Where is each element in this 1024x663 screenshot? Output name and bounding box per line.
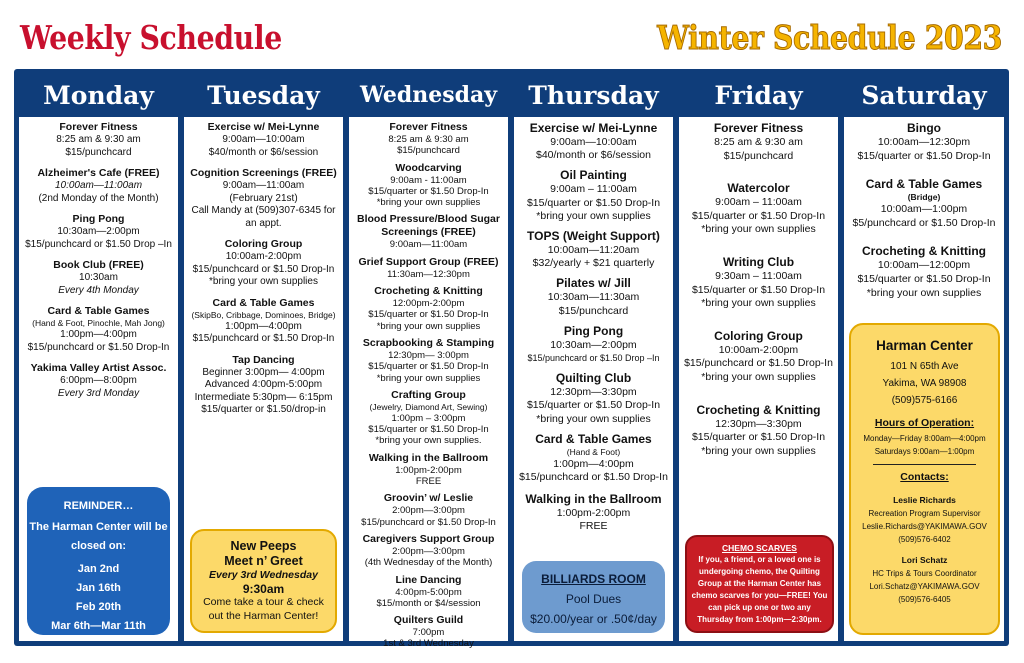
event: Crocheting & Knitting 10:00am—12:00pm $15/quarter or $1.50 Drop-In *bring your own supplies <box>857 244 991 299</box>
event: Forever Fitness 8:25 am & 9:30 am $15/punchcard <box>388 121 469 157</box>
events-monday <box>19 117 178 400</box>
event: Groovin’ w/ Leslie 2:00pm—3:00pm $15/punchcard or $1.50 Drop-In <box>361 492 496 528</box>
day-header-tuesday: Tuesday <box>184 74 343 117</box>
event: Crafting Group (Jewelry, Diamond Art, Sewing) 1:00pm – 3:00pm $15/quarter or $1.50 Drop-In *bring your own supplies. <box>368 388 489 447</box>
column-thursday <box>514 74 673 641</box>
event: Oil Painting 9:00am – 11:00am $15/quarter or $1.50 Drop-In *bring your own supplies <box>526 168 661 222</box>
event: Card & Table Games (Hand & Foot) 1:00pm—4:00pm $15/punchcard or $1.50 Drop-In <box>519 431 668 484</box>
event: Watercolor 9:00am – 11:00am $15/quarter or $1.50 Drop-In *bring your own supplies <box>691 181 826 236</box>
events-tuesday <box>184 117 343 417</box>
reminder-box: REMINDER… The Harman Center will be closed on: Jan 2nd Jan 16th Feb 20th Mar 6th—Mar 11th <box>27 487 170 635</box>
column-monday <box>19 74 178 641</box>
events-friday <box>679 117 838 458</box>
contact-email-link[interactable]: Lori.Schatz@YAKIMAWA.GOV <box>869 582 980 591</box>
events-saturday <box>844 117 1004 300</box>
billiards-box: BILLIARDS ROOM Pool Dues $20.00/year or .50¢/day <box>522 561 665 633</box>
event: Bingo 10:00am—12:30pm $15/quarter or $1.50 Drop-In <box>857 121 991 162</box>
event: Writing Club 9:30am – 11:00am $15/quarter or $1.50 Drop-In *bring your own supplies <box>691 254 826 310</box>
new-peeps-box: New Peeps Meet n’ Greet Every 3rd Wednesday 9:30am Come take a tour & check out the Harman Center! <box>190 529 337 633</box>
event: Scrapbooking & Stamping 12:30pm— 3:00pm $15/quarter or $1.50 Drop-In *bring your own supplies <box>362 336 495 384</box>
event: Exercise w/ Mei-Lynne 9:00am—10:00am $40/month or $6/session <box>529 121 658 162</box>
event: Blood Pressure/Blood Sugar Screenings (FREE) 9:00am—11:00am <box>357 213 500 251</box>
event: Card & Table Games (SkipBo, Cribbage, Dominoes, Bridge) 1:00pm—4:00pm $15/punchcard or $1.50 Drop-In <box>191 296 336 344</box>
event: Yakima Valley Artist Assoc. 6:00pm—8:00pm Every 3rd Monday <box>30 362 167 399</box>
event: Book Club (FREE) 10:30am Every 4th Monday <box>53 259 144 296</box>
day-header-thursday: Thursday <box>514 74 673 117</box>
event: Forever Fitness 8:25 am & 9:30 am $15/punchcard <box>56 121 141 158</box>
event: Cognition Screenings (FREE) 9:00am—11:00am (February 21st) Call Mandy at (509)307-6345 for an appt. <box>190 167 337 229</box>
divider <box>873 464 976 465</box>
column-wednesday <box>349 74 508 650</box>
events-wednesday <box>349 117 508 650</box>
day-header-friday: Friday <box>679 74 838 117</box>
event: Line Dancing 4:00pm-5:00pm $15/month or $4/session <box>376 573 481 609</box>
schedule-frame <box>14 69 1009 650</box>
event: Walking in the Ballroom 1:00pm-2:00pm FREE <box>368 451 489 488</box>
event: Quilting Club 12:30pm—3:30pm $15/quarter or $1.50 Drop-In *bring your own supplies <box>526 371 661 425</box>
day-header-monday: Monday <box>19 74 178 117</box>
day-header-wednesday: Wednesday <box>349 74 508 117</box>
event: Forever Fitness 8:25 am & 9:30 am $15/punchcard <box>713 121 804 162</box>
event: Coloring Group 10:00am-2:00pm $15/punchcard or $1.50 Drop-In *bring your own supplies <box>684 328 833 383</box>
event: Card & Table Games (Bridge) 10:00am—1:00pm $5/punchcard or $1.50 Drop-In <box>852 177 996 229</box>
day-header-saturday: Saturday <box>844 74 1004 117</box>
event: Card & Table Games (Hand & Foot, Pinochle, Mah Jong) 1:00pm—4:00pm $15/punchcard or $1.50 Drop-In <box>27 305 170 353</box>
page-title-winter: Winter Schedule 2023 <box>657 18 1002 57</box>
event: TOPS (Weight Support) 10:00am—11:20am $32/yearly + $21 quarterly <box>527 229 660 270</box>
column-friday <box>679 74 838 641</box>
event: Coloring Group 10:00am-2:00pm $15/punchcard or $1.50 Drop-In *bring your own supplies <box>192 238 335 287</box>
event: Crocheting & Knitting 12:30pm—3:30pm $15/quarter or $1.50 Drop-In *bring your own supplies <box>691 402 826 457</box>
event: Alzheimer's Cafe (FREE) 10:00am—11:00am (2nd Monday of the Month) <box>37 167 160 204</box>
contact-email-link[interactable]: Leslie.Richards@YAKIMAWA.GOV <box>862 522 987 531</box>
event: Caregivers Support Group 2:00pm—3:00pm (4th Wednesday of the Month) <box>362 532 495 569</box>
event: Crocheting & Knitting 12:00pm-2:00pm $15/quarter or $1.50 Drop-In *bring your own supplies <box>368 285 489 332</box>
event: Quilters Guild 7:00pm 1st & 3rd Wednesday <box>383 614 474 650</box>
chemo-scarves-box: CHEMO SCARVES If you, a friend, or a loved one is undergoing chemo, the Quilting Group at the Harman Center has chemo scarves for you—FREE! You can pick up one or two any Thursday from 1:00pm—2:30pm. <box>685 535 834 633</box>
event: Woodcarving 9:00am - 11:00am $15/quarter or $1.50 Drop-In *bring your own supplies <box>368 161 489 209</box>
column-saturday <box>844 74 1004 641</box>
event: Pilates w/ Jill 10:30am—11:30am $15/punchcard <box>547 276 640 317</box>
column-tuesday <box>184 74 343 641</box>
events-thursday <box>514 117 673 534</box>
event: Grief Support Group (FREE) 11:30am—12:30pm <box>358 255 499 280</box>
event: Ping Pong 10:30am—2:00pm $15/punchcard or $1.50 Drop –In <box>25 213 172 250</box>
event: Walking in the Ballroom 1:00pm-2:00pm FREE <box>525 492 662 533</box>
event: Exercise w/ Mei-Lynne 9:00am—10:00am $40/month or $6/session <box>207 121 320 158</box>
harman-center-box: Harman Center 101 N 65th Ave Yakima, WA 98908 (509)575-6166 Hours of Operation: Monday—Friday 8:00am—4:00pm Saturdays 9:00am—1:00pm Contacts: Leslie Richards Recreation Program Supervisor Leslie.Richards@YAKIMAWA.GOV (509)576-6402 Lori Schatz HC Trips & Tours Coordinator Lori.Schatz@YAKIMAWA.GOV (509)576-6405 <box>849 323 1000 635</box>
page-title-weekly: Weekly Schedule <box>20 18 282 57</box>
event: Ping Pong 10:30am—2:00pm $15/punchcard or $1.50 Drop –In <box>527 323 660 364</box>
event: Tap Dancing Beginner 3:00pm— 4:00pm Advanced 4:00pm-5:00pm Intermediate 5:30pm— 6:15pm $15/quarter or $1.50/drop-in <box>194 353 333 415</box>
